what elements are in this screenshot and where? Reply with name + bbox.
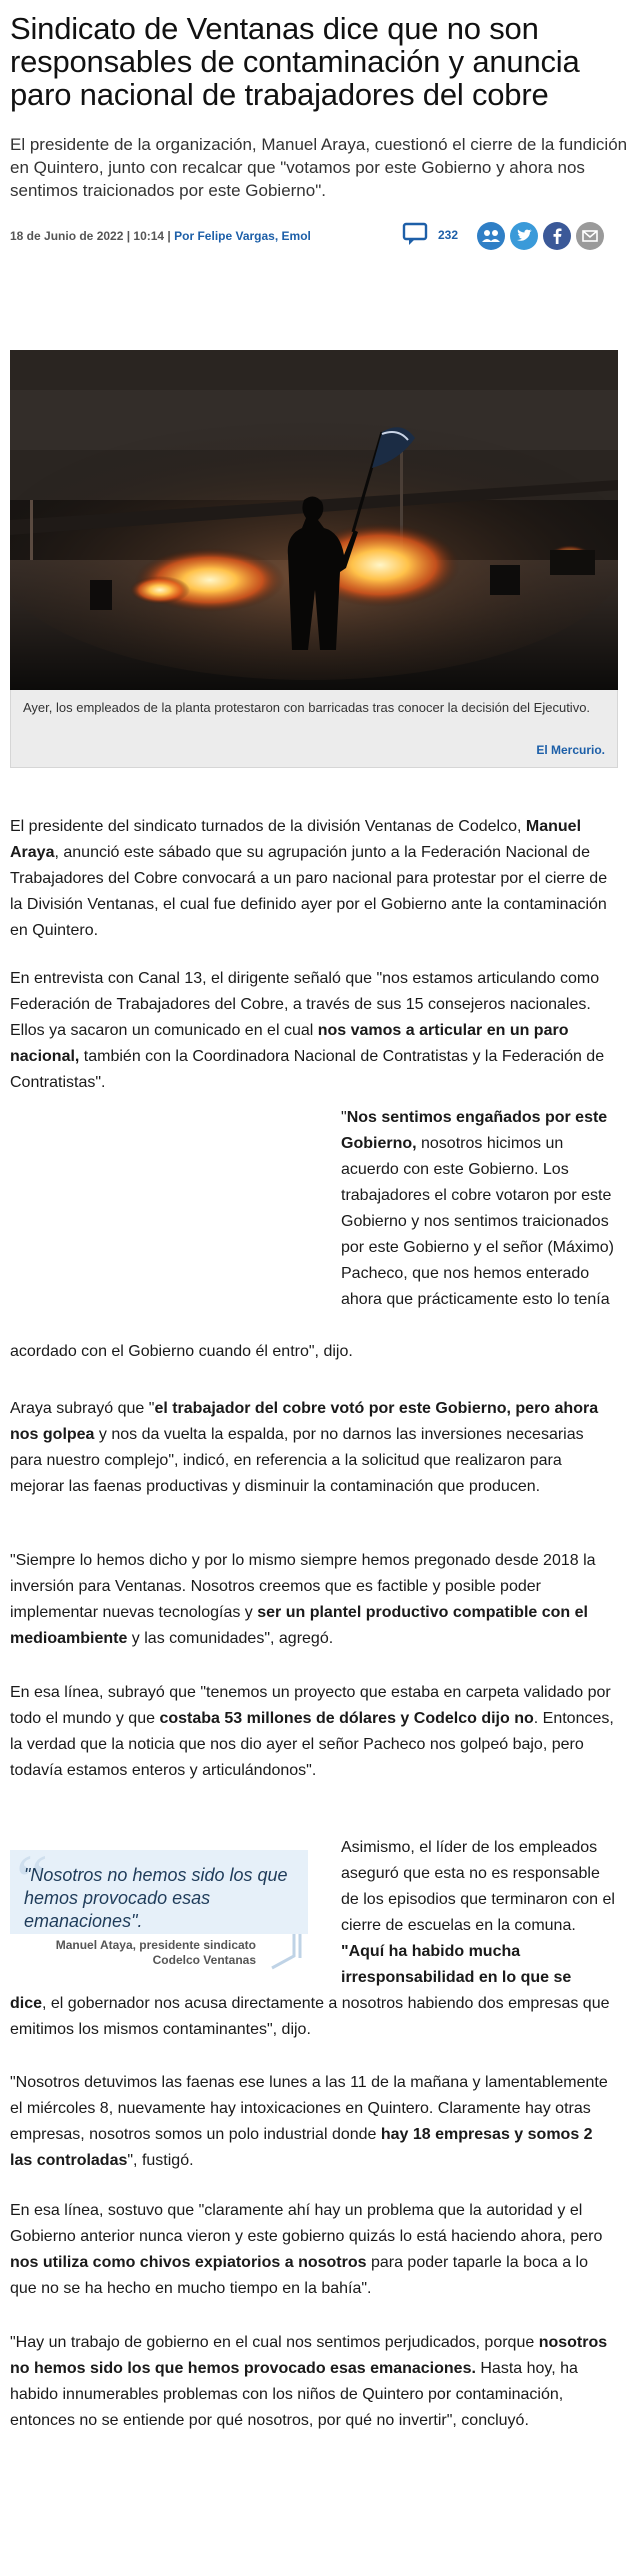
article-photo[interactable] xyxy=(10,350,618,690)
paragraph-3 xyxy=(341,1105,617,1313)
author-line: Manuel Ataya, presidente sindicato xyxy=(55,1938,256,1952)
quote-mark-icon: “ xyxy=(16,1840,48,1920)
photo-credit: El Mercurio. xyxy=(536,743,605,757)
paragraph-6 xyxy=(10,1680,616,1784)
pull-quote xyxy=(10,1840,308,1970)
text: Asimismo, el líder de los empleados aseguró que esta no es responsable de los episodios que terminaron con el cierre de escuelas en la comuna. xyxy=(341,1839,615,1934)
bold-text: hay 18 empresas y somos 2 las controladas xyxy=(10,2126,593,2169)
text: y nos da vuelta la espalda, por no darnos las inversiones necesarias para nuestro complejo", indicó, en referencia a la solicitud que realizaron para mejorar las faenas productivas y disminuir la contaminación que producen. xyxy=(10,1426,584,1495)
facebook-icon[interactable] xyxy=(543,222,571,250)
text: y las comunidades", agregó. xyxy=(127,1630,334,1647)
paragraph-10 xyxy=(10,2330,616,2434)
pull-quote-author xyxy=(56,1938,256,1968)
protest-barricade-image xyxy=(10,350,618,690)
paragraph-7-cont xyxy=(10,1991,616,2043)
text: En entrevista con Canal 13, el dirigente señaló que "nos estamos articulando como Federación de Trabajadores del Cobre, a través de sus 15 consejeros nacionales. Ellos ya sacaron un comunicado en el cual xyxy=(10,970,600,1039)
paragraph-8 xyxy=(10,2070,616,2174)
text: Hasta hoy, ha habido innumerables problemas con los niños de Quintero por contaminación, entonces no se entiende por qué nosotros, por qué no invertir", concluyó. xyxy=(10,2360,578,2429)
text: , el gobernador nos acusa directamente a nosotros habiendo dos empresas que emitimos los mismos contaminantes", dijo. xyxy=(10,1995,610,2038)
text: "Hay un trabajo de gobierno en el cual nos sentimos perjudicados, porque xyxy=(10,2334,539,2351)
dateline xyxy=(10,229,311,243)
pull-quote-footer xyxy=(10,1934,308,1970)
pull-quote-text: "Nosotros no hemos sido los que hemos provocado esas emanaciones". xyxy=(24,1865,288,1931)
text: . Entonces, la verdad que la noticia que nos dio ayer el señor Pacheco nos golpeó bajo, pero todavía estamos enteros y articulándonos". xyxy=(10,1710,614,1779)
text: En esa línea, subrayó que "tenemos un proyecto que estaba en carpeta validado por todo el mundo y que xyxy=(10,1684,611,1727)
comment-count[interactable]: 232 xyxy=(438,228,459,242)
article-meta xyxy=(10,216,629,256)
paragraph-1 xyxy=(10,814,616,944)
publish-date: 18 de Junio de 2022 | 10:14 | xyxy=(10,229,175,243)
bold-text: dice xyxy=(10,1995,43,2012)
bold-text: el trabajador del cobre votó por este Gobierno, pero ahora nos golpea xyxy=(10,1400,599,1443)
bold-text: nosotros no hemos sido los que hemos provocado esas emanaciones. xyxy=(10,2334,608,2377)
paragraph-2 xyxy=(10,966,616,1096)
paragraph-4 xyxy=(10,1396,616,1500)
text: ", fustigó. xyxy=(127,2152,194,2169)
text: " xyxy=(341,1109,347,1126)
users-icon[interactable] xyxy=(477,222,505,250)
article-summary: El presidente de la organización, Manuel Araya, cuestionó el cierre de la fundición en Quintero, junto con recalcar que "votamos por este Gobierno y ahora nos sentimos traicionados por este Gobierno". xyxy=(10,135,628,200)
photo-caption: Ayer, los empleados de la planta protestaron con barricadas tras conocer la decisión del Ejecutivo. xyxy=(23,700,591,715)
author-link[interactable]: Por Felipe Vargas, Emol xyxy=(174,229,311,243)
text: , anunció este sábado que su agrupación junto a la Federación Nacional de Trabajadores del Cobre convocará a un paro nacional para protestar por el cierre de la División Ventanas, el cual fue definido ayer por el Gobierno ante la contaminación en Quintero. xyxy=(10,844,608,939)
email-icon[interactable] xyxy=(576,222,604,250)
bold-text: nos utiliza como chivos expiatorios a nosotros xyxy=(10,2254,367,2271)
text: "Siempre lo hemos dicho y por lo mismo siempre hemos pregonado desde 2018 la inversión para Ventanas. Nosotros creemos que es factible y posible poder implementar nuevas tecnologías y xyxy=(10,1552,596,1621)
bold-text: nos vamos a articular en un paro nacional, xyxy=(10,1022,569,1065)
twitter-icon[interactable] xyxy=(510,222,538,250)
paragraph-9 xyxy=(10,2198,616,2302)
comments-icon[interactable] xyxy=(402,222,428,246)
text: para poder taparle la boca a lo que no se ha hecho en mucho tiempo en la bahía". xyxy=(10,2254,588,2297)
paragraph-7 xyxy=(341,1835,617,1991)
author-line: Codelco Ventanas xyxy=(152,1953,256,1967)
paragraph-5 xyxy=(10,1548,616,1652)
text: "Nosotros detuvimos las faenas ese lunes a las 11 de la mañana y lamentablemente el miércoles 8, nuevamente hay intoxicaciones en Quintero. Claramente hay otras empresas, nosotros somos un polo industrial donde xyxy=(10,2074,608,2143)
bold-text: Nos sentimos engañados por este Gobierno, xyxy=(341,1109,608,1152)
text: también con la Coordinadora Nacional de Contratistas y la Federación de Contratistas". xyxy=(10,1048,605,1091)
text: En esa línea, sostuvo que "claramente ahí hay un problema que la autoridad y el Gobierno anterior nunca vieron y este gobierno quizás lo está haciendo ahora, pero xyxy=(10,2202,603,2245)
paragraph-3-cont: acordado con el Gobierno cuando él entro", dijo. xyxy=(10,1343,353,1360)
text: El presidente del sindicato turnados de la división Ventanas de Codelco, xyxy=(10,818,526,835)
bold-text: costaba 53 millones de dólares y Codelco dijo no xyxy=(159,1710,534,1727)
text: nosotros hicimos un acuerdo con este Gobierno. Los trabajadores el cobre votaron por este Gobierno y nos sentimos traicionados por este Gobierno y el señor (Máximo) Pacheco, que nos hemos enterado ahora que prácticamente esto lo tenía xyxy=(341,1135,614,1308)
bold-text: ser un plantel productivo compatible con el medioambiente xyxy=(10,1604,588,1647)
headline: Sindicato de Ventanas dice que no son responsables de contaminación y anuncia paro nacional de trabajadores del cobre xyxy=(10,11,580,112)
text: Araya subrayó que " xyxy=(10,1400,155,1417)
bold-text: Manuel Araya xyxy=(10,818,582,861)
bold-text: "Aquí ha habido mucha irresponsabilidad en lo que se xyxy=(341,1943,572,1986)
photo-caption-box xyxy=(10,690,618,768)
